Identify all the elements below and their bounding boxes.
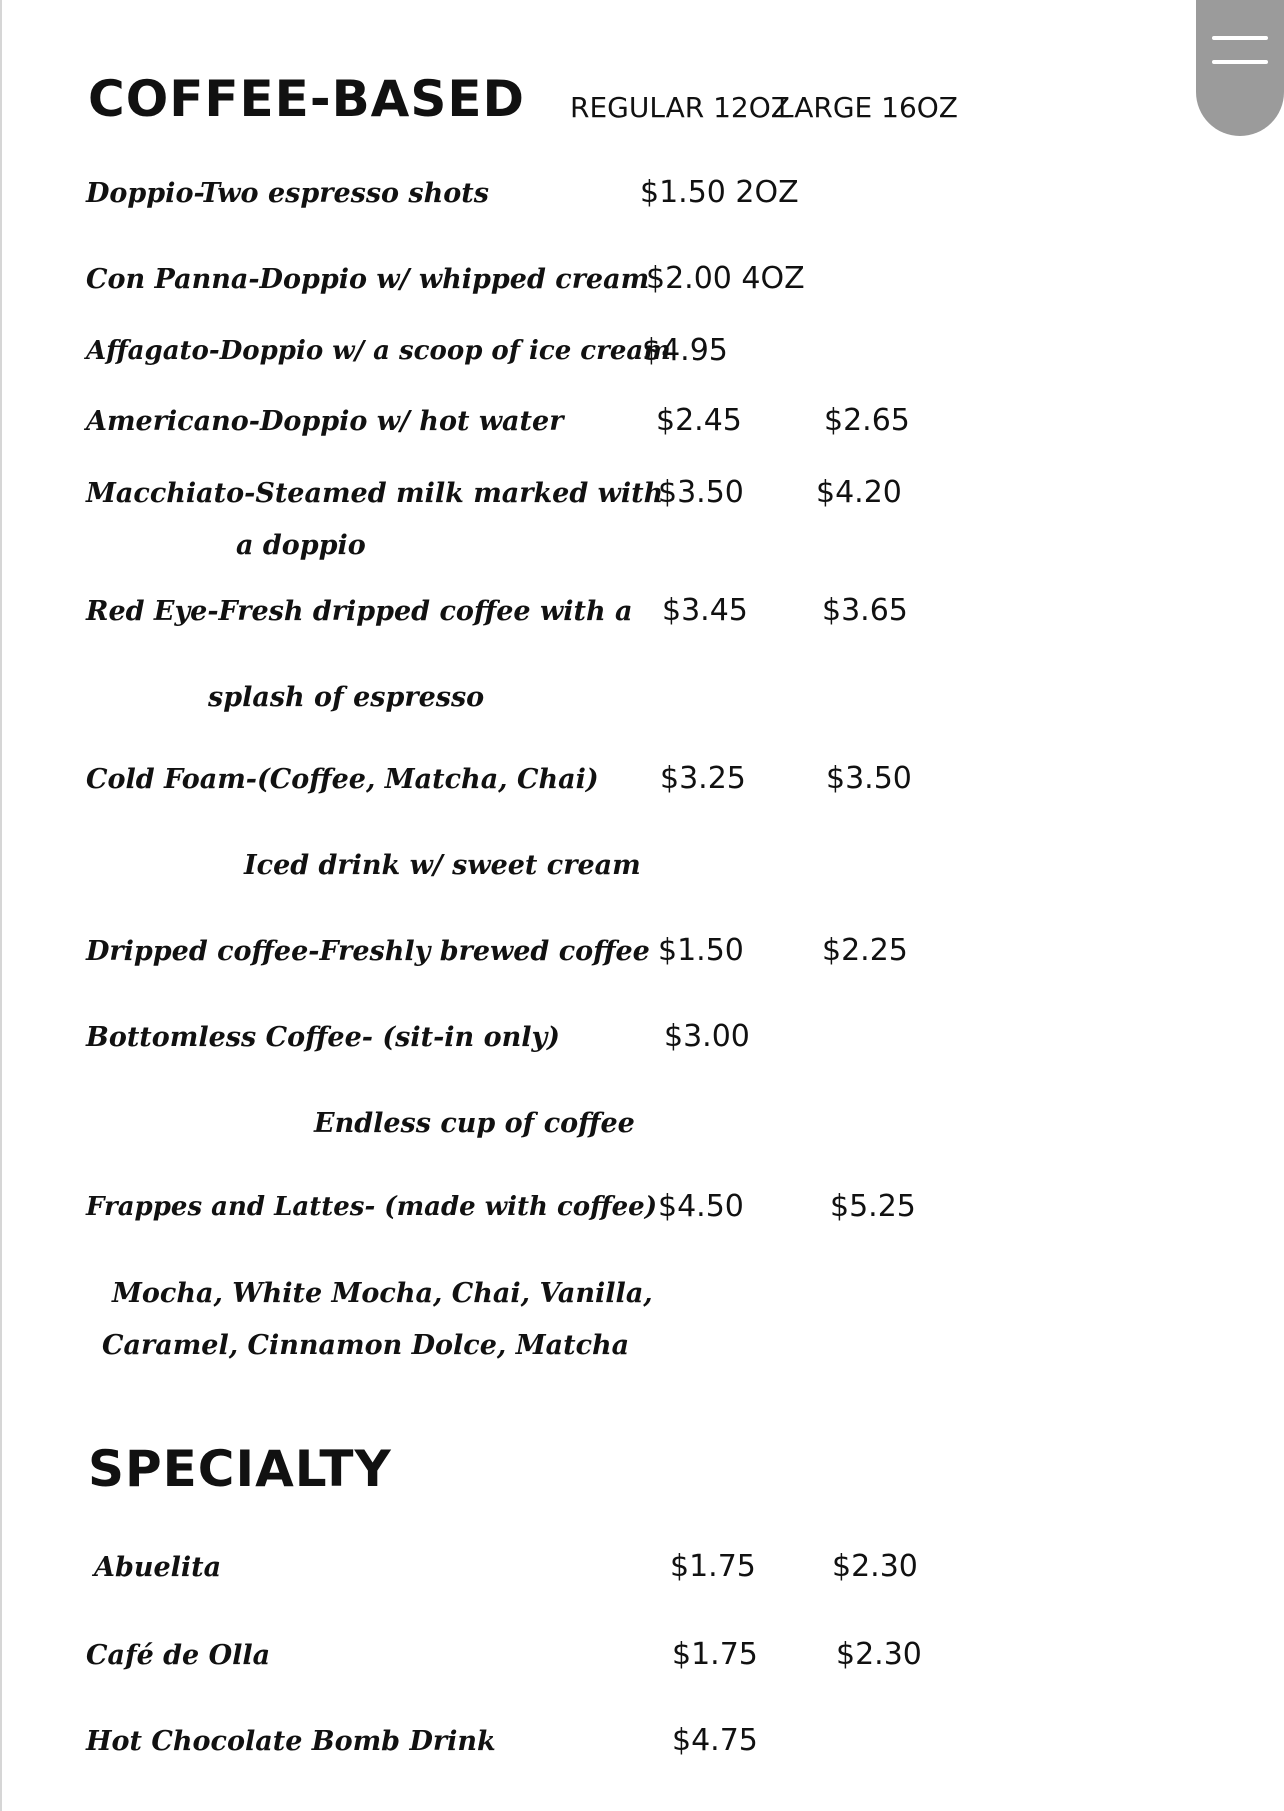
menu-item-price-regular: $1.75 — [670, 1549, 756, 1584]
menu-item-price-large: $2.25 — [822, 933, 908, 968]
menu-item-description: Endless cup of coffee — [314, 1108, 635, 1139]
menu-item-price-regular: $1.50 — [658, 933, 744, 968]
menu-item-price-regular: $2.45 — [656, 403, 742, 438]
hamburger-menu-icon — [1212, 36, 1268, 40]
specialty-section-heading: SPECIALTY — [88, 1440, 392, 1498]
menu-item-price-regular: $4.50 — [658, 1189, 744, 1224]
menu-button[interactable] — [1196, 0, 1284, 136]
menu-item-name: Macchiato-Steamed milk marked with — [86, 478, 664, 509]
menu-item-price-regular: $3.00 — [664, 1019, 750, 1054]
menu-item-price-large: $3.65 — [822, 593, 908, 628]
menu-item-description: splash of espresso — [208, 682, 485, 713]
menu-item-name: Cold Foam-(Coffee, Matcha, Chai) — [86, 764, 599, 795]
menu-item-name: Bottomless Coffee- (sit-in only) — [86, 1022, 560, 1053]
menu-item-name: Café de Olla — [86, 1640, 271, 1671]
menu-item-name: Affagato-Doppio w/ a scoop of ice cream — [86, 336, 671, 366]
menu-item-price-large: $2.65 — [824, 403, 910, 438]
menu-item-name: Abuelita — [94, 1552, 222, 1583]
menu-item-name: Doppio-Two espresso shots — [86, 178, 489, 209]
menu-item-price-regular: $2.00 4OZ — [646, 261, 805, 296]
menu-item-price-regular: $4.95 — [642, 333, 728, 368]
menu-item-price-large: $2.30 — [836, 1637, 922, 1672]
menu-item-price-regular: $4.75 — [672, 1723, 758, 1758]
menu-item-price-regular: $3.45 — [662, 593, 748, 628]
menu-item-price-regular: $3.50 — [658, 475, 744, 510]
coffee-section-heading: COFFEE-BASED — [88, 70, 526, 128]
menu-item-name: Hot Chocolate Bomb Drink — [86, 1726, 496, 1757]
menu-item-name: Con Panna-Doppio w/ whipped cream — [86, 264, 650, 295]
menu-item-price-large: $3.50 — [826, 761, 912, 796]
menu-item-price-regular: $1.50 2OZ — [640, 175, 799, 210]
menu-item-name: Americano-Doppio w/ hot water — [86, 406, 564, 437]
hamburger-menu-icon — [1212, 60, 1268, 64]
flavor-list: Caramel, Cinnamon Dolce, Matcha — [102, 1330, 630, 1361]
menu-item-price-regular: $3.25 — [660, 761, 746, 796]
menu-item-price-large: $4.20 — [816, 475, 902, 510]
menu-item-price-regular: $1.75 — [672, 1637, 758, 1672]
page-left-edge — [0, 0, 2, 1811]
menu-item-price-large: $2.30 — [832, 1549, 918, 1584]
menu-item-name: Red Eye-Fresh dripped coffee with a — [86, 596, 633, 627]
menu-item-description: Iced drink w/ sweet cream — [244, 850, 641, 881]
menu-item-description: a doppio — [236, 530, 366, 561]
flavor-list: Mocha, White Mocha, Chai, Vanilla, — [112, 1278, 653, 1309]
menu-item-name: Frappes and Lattes- (made with coffee) — [86, 1192, 658, 1222]
column-header-large: LARGE 16OZ — [778, 91, 958, 124]
menu-item-price-large: $5.25 — [830, 1189, 916, 1224]
menu-item-name: Dripped coffee-Freshly brewed coffee — [86, 936, 650, 967]
column-header-regular: REGULAR 12OZ — [570, 91, 790, 124]
